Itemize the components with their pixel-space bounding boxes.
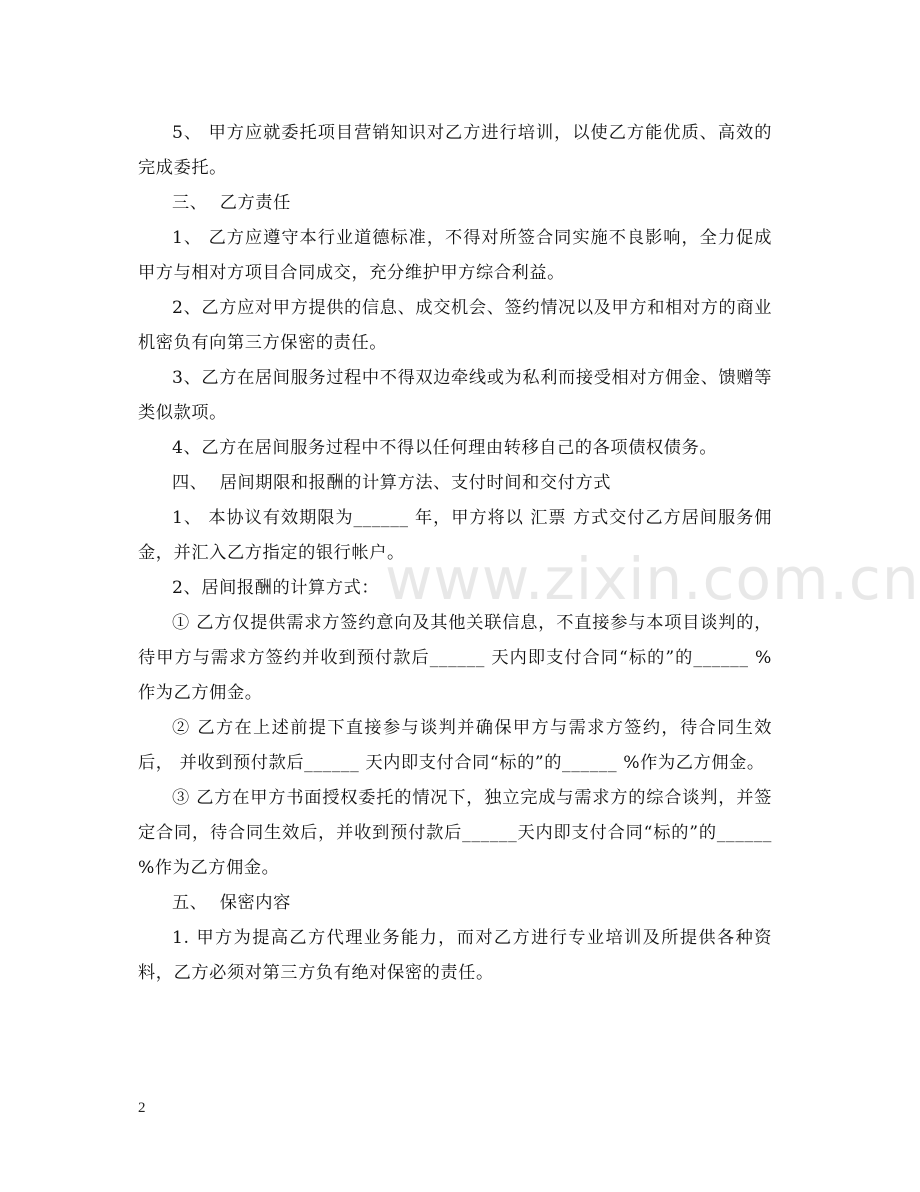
clause-4-1: 1、 本协议有效期限为______ 年，甲方将以 汇票 方式交付乙方居间服务佣金，并汇入乙方指定的银行帐户。 — [138, 508, 772, 563]
section-heading-4: 四、 居间期限和报酬的计算方法、支付时间和交付方式 — [172, 473, 612, 493]
watermark: www.zixin.com.cn — [385, 545, 920, 613]
clause-3-2: 2、乙方应对甲方提供的信息、成交机会、签约情况以及甲方和相对方的商业机密负有向第三方保密的责任。 — [138, 298, 772, 353]
section-heading-5: 五、 保密内容 — [172, 893, 291, 913]
clause-3-1: 1、 乙方应遵守本行业道德标准，不得对所签合同实施不良影响，全力促成甲方与相对方项目合同成交，充分维护甲方综合利益。 — [138, 228, 772, 283]
clause-4-2: 2、居间报酬的计算方式： — [172, 578, 380, 598]
clause-3-3: 3、乙方在居间服务过程中不得双边牵线或为私利而接受相对方佣金、馈赠等类似款项。 — [138, 368, 772, 423]
page-number: 2 — [138, 1100, 146, 1116]
clause-4-2-option-2: ② 乙方在上述前提下直接参与谈判并确保甲方与需求方签约，待合同生效后， 并收到预付款后______ 天内即支付合同“标的”的______ %作为乙方佣金。 — [138, 718, 772, 773]
clause-4-2-option-1: ① 乙方仅提供需求方签约意向及其他关联信息，不直接参与本项目谈判的，待甲方与需求方签约并收到预付款后______ 天内即支付合同“标的”的______ %作为乙方佣金。 — [138, 613, 772, 703]
document-body — [138, 116, 779, 991]
clause-5-1: 1. 甲方为提高乙方代理业务能力，而对乙方进行专业培训及所提供各种资料，乙方必须对第三方负有绝对保密的责任。 — [138, 928, 772, 983]
clause-3-4: 4、乙方在居间服务过程中不得以任何理由转移自己的各项债权债务。 — [172, 438, 718, 458]
clause-4-2-option-3: ③ 乙方在甲方书面授权委托的情况下，独立完成与需求方的综合谈判，并签定合同，待合同生效后，并收到预付款后______天内即支付合同“标的”的______ %作为乙方佣金。 — [138, 788, 779, 878]
clause-2-5: 5、 甲方应就委托项目营销知识对乙方进行培训，以使乙方能优质、高效的完成委托。 — [138, 123, 772, 178]
section-heading-3: 三、 乙方责任 — [172, 193, 291, 213]
